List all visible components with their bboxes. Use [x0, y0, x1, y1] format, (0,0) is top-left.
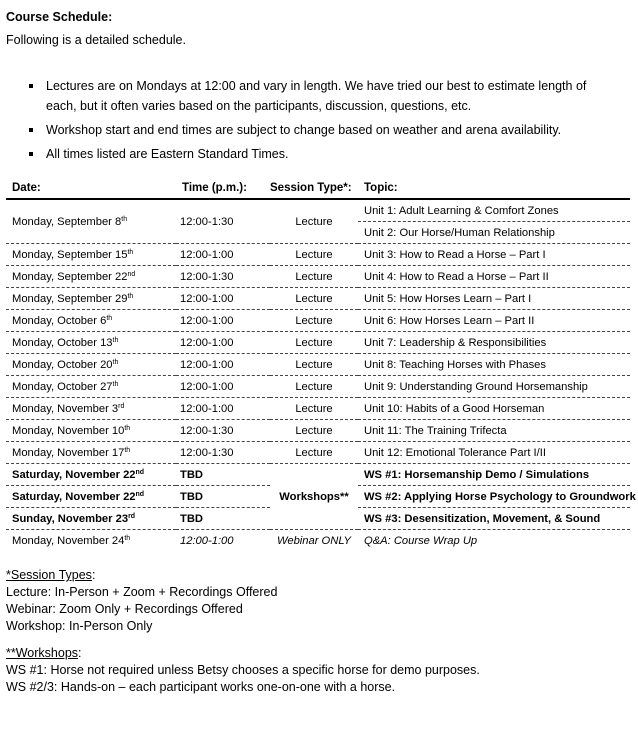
- table-row: [6, 376, 630, 398]
- date-cell: Monday, November 17th: [6, 442, 176, 464]
- date-cell: Monday, September 15th: [6, 244, 176, 266]
- time-cell: 12:00-1:30: [176, 420, 270, 442]
- time-cell: 12:00-1:00: [176, 376, 270, 398]
- column-header-topic: Topic:: [358, 178, 630, 199]
- column-header-date: Date:: [6, 178, 176, 199]
- date-cell: Sunday, November 23rd: [6, 508, 176, 530]
- session-type-cell: Webinar ONLY: [276, 534, 351, 547]
- topic-cell: Q&A: Course Wrap Up: [364, 534, 478, 547]
- table-row: [6, 310, 630, 332]
- session-type-cell: Lecture: [270, 332, 358, 354]
- topic-cell: WS #3: Desensitization, Movement, & Sound: [358, 508, 630, 530]
- table-row: [6, 354, 630, 376]
- topic-cell: Unit 2: Our Horse/Human Relationship: [358, 222, 630, 244]
- date-cell: Monday, November 10th: [6, 420, 176, 442]
- bullet-list: [6, 76, 616, 168]
- date-cell: Monday, October 20th: [6, 354, 176, 376]
- column-header-time: Time (p.m.):: [176, 178, 270, 199]
- topic-cell: Unit 11: The Training Trifecta: [358, 420, 630, 442]
- bullet-item: Workshop start and end times are subject to change based on weather and arena availability.: [6, 120, 616, 140]
- topic-cell: Unit 3: How to Read a Horse – Part I: [358, 244, 630, 266]
- table-row: [6, 398, 630, 420]
- session-type-cell: Lecture: [270, 310, 358, 332]
- page-title: Course Schedule:: [6, 10, 113, 24]
- table-row: [6, 442, 630, 464]
- time-cell: 12:00-1:00: [176, 354, 270, 376]
- topic-cell: Unit 8: Teaching Horses with Phases: [358, 354, 630, 376]
- bullet-icon: [29, 152, 33, 156]
- session-type-line: Lecture: In-Person + Zoom + Recordings Offered: [6, 585, 278, 599]
- session-types-note: *Session Types: Lecture: In-Person + Zoom + Recordings Offered Webinar: Zoom Only + Recordings Offered Workshop: In-Person Only: [6, 568, 278, 633]
- time-cell: 12:00-1:00: [176, 288, 270, 310]
- topic-cell: Unit 9: Understanding Ground Horsemanship: [358, 376, 630, 398]
- intro-text: Following is a detailed schedule.: [6, 33, 186, 47]
- date-cell: Monday, September 8th: [6, 199, 176, 244]
- session-type-cell: Lecture: [270, 244, 358, 266]
- session-type-cell: Lecture: [270, 376, 358, 398]
- date-cell: Saturday, November 22nd: [6, 464, 176, 486]
- workshop-note-line: WS #2/3: Hands-on – each participant works one-on-one with a horse.: [6, 680, 396, 694]
- table-row: [6, 420, 630, 442]
- time-cell: 12:00-1:30: [176, 266, 270, 288]
- session-type-cell: Lecture: [270, 420, 358, 442]
- table-row: [6, 332, 630, 354]
- topic-cell: WS #1: Horsemanship Demo / Simulations: [358, 464, 630, 486]
- date-cell: Monday, October 6th: [6, 310, 176, 332]
- time-cell: 12:00-1:00: [176, 244, 270, 266]
- workshops-note: **Workshops: WS #1: Horse not required unless Betsy chooses a specific horse for demo purposes. WS #2/3: Hands-on – each participant works one-on-one with a horse.: [6, 646, 480, 694]
- webinar-row: [6, 530, 630, 552]
- date-cell: Monday, October 27th: [6, 376, 176, 398]
- time-cell: 12:00-1:30: [176, 199, 270, 244]
- bullet-item: All times listed are Eastern Standard Times.: [6, 144, 616, 164]
- bullet-icon: [29, 128, 33, 132]
- session-type-line: Workshop: In-Person Only: [6, 619, 153, 633]
- session-type-cell: Lecture: [270, 266, 358, 288]
- table-row: [6, 199, 630, 222]
- bullet-item: Lectures are on Mondays at 12:00 and vary in length. We have tried our best to estimate length of each, but it often varies based on the participants, discussion, questions, etc.: [6, 76, 616, 116]
- column-header-session-type: Session Type*:: [270, 178, 358, 199]
- table-body: [6, 199, 636, 552]
- date-cell: Monday, November 24th: [12, 534, 131, 547]
- table-row: [6, 266, 630, 288]
- session-type-cell: Lecture: [270, 354, 358, 376]
- topic-cell: Unit 5: How Horses Learn – Part I: [358, 288, 630, 310]
- date-cell: Monday, November 3rd: [6, 398, 176, 420]
- time-cell: TBD: [176, 508, 270, 530]
- time-cell: 12:00-1:00: [176, 398, 270, 420]
- time-cell: 12:00-1:00: [180, 534, 234, 547]
- workshop-note-line: WS #1: Horse not required unless Betsy chooses a specific horse for demo purposes.: [6, 663, 480, 677]
- topic-cell: Unit 1: Adult Learning & Comfort Zones: [358, 199, 630, 222]
- time-cell: TBD: [176, 486, 270, 508]
- topic-cell: Unit 6: How Horses Learn – Part II: [358, 310, 630, 332]
- topic-cell: Unit 4: How to Read a Horse – Part II: [358, 266, 630, 288]
- time-cell: TBD: [176, 464, 270, 486]
- time-cell: 12:00-1:00: [176, 310, 270, 332]
- time-cell: 12:00-1:30: [176, 442, 270, 464]
- session-type-cell: Lecture: [270, 288, 358, 310]
- session-type-cell: Workshops**: [270, 464, 358, 530]
- table-row: [6, 244, 630, 266]
- session-type-line: Webinar: Zoom Only + Recordings Offered: [6, 602, 243, 616]
- date-cell: Monday, September 29th: [6, 288, 176, 310]
- date-cell: Monday, October 13th: [6, 332, 176, 354]
- schedule-table: [6, 178, 636, 552]
- topic-cell: Unit 10: Habits of a Good Horseman: [358, 398, 630, 420]
- session-type-cell: Lecture: [270, 442, 358, 464]
- session-type-cell: Lecture: [270, 199, 358, 244]
- session-type-cell: Lecture: [270, 398, 358, 420]
- workshop-row: [6, 464, 630, 486]
- date-cell: Saturday, November 22nd: [6, 486, 176, 508]
- bullet-icon: [29, 84, 33, 88]
- topic-cell: WS #2: Applying Horse Psychology to Groundwork: [358, 486, 630, 508]
- topic-cell: Unit 7: Leadership & Responsibilities: [358, 332, 630, 354]
- workshops-heading: **Workshops: [6, 646, 79, 660]
- time-cell: 12:00-1:00: [176, 332, 270, 354]
- table-row: [6, 288, 630, 310]
- date-cell: Monday, September 22nd: [6, 266, 176, 288]
- topic-cell: Unit 12: Emotional Tolerance Part I/II: [358, 442, 630, 464]
- session-types-heading: *Session Types: [6, 568, 92, 582]
- table-header-row: [6, 178, 630, 199]
